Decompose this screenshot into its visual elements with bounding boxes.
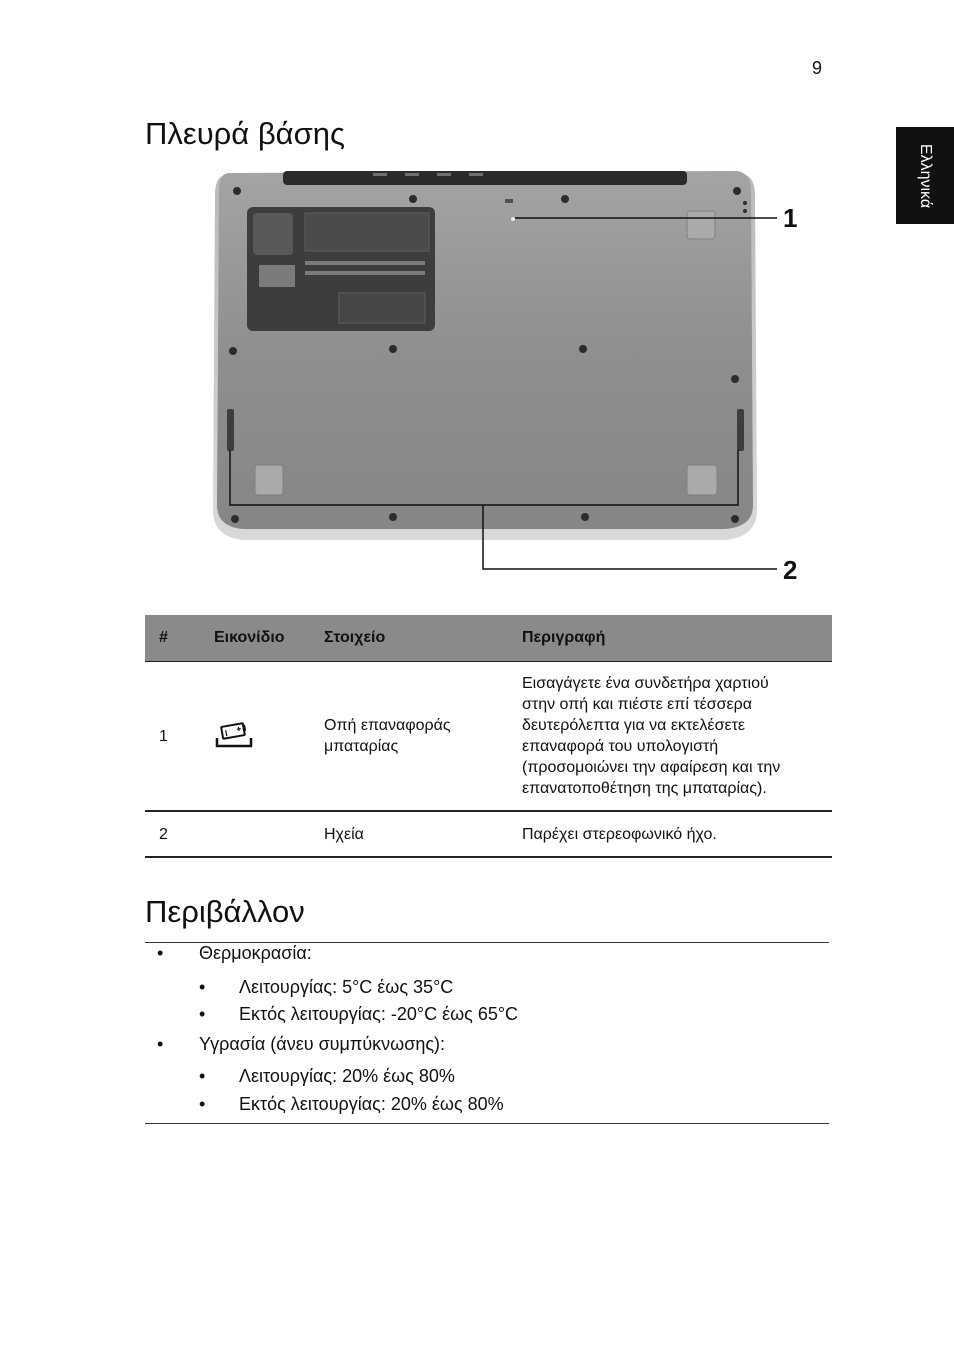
table-row [145,662,832,812]
description-line: δευτερόλεπτα για να εκτελέσετε [522,717,746,734]
components-table [145,615,832,858]
list-item [199,1066,455,1087]
header-item: Στοιχείο [310,615,508,662]
row-item [310,662,508,812]
row-number: 2 [145,811,200,857]
bullet-icon: • [157,1034,164,1054]
header-description: Περιγραφή [508,615,832,662]
description-line: επανατοποθέτηση της μπαταρίας). [522,780,767,797]
list-item-text: Λειτουργίας: 20% έως 80% [239,1066,455,1086]
row-number: 1 [145,662,200,812]
row-item [310,811,508,857]
page-number: 9 [812,58,823,78]
table-row [145,811,832,857]
environment-list [145,942,829,1124]
list-item-text: Θερμοκρασία: [199,943,312,963]
callout-2: 2 [783,555,798,585]
description-line: στην οπή και πιέστε επί τέσσερα [522,696,753,713]
list-item-text: Εκτός λειτουργίας: -20°C έως 65°C [239,1004,519,1024]
battery-reset-icon [214,722,254,750]
language-tab [896,127,954,224]
bullet-icon: • [157,943,164,963]
row-icon-cell [200,811,310,857]
item-line: Οπή επαναφοράς [324,717,451,734]
list-item [157,1034,445,1055]
laptop-bottom-figure [205,165,810,585]
header-number: # [145,615,200,662]
list-item-text: Υγρασία (άνευ συμπύκνωσης): [199,1034,446,1054]
section-title-environment: Περιβάλλον [145,894,305,929]
bullet-icon: • [199,1004,206,1024]
item-line: Ηχεία [324,825,364,843]
table-header-row [145,615,832,662]
header-icon: Εικονίδιο [200,615,310,662]
item-line: μπαταρίας [324,738,399,755]
list-item [199,1004,518,1025]
row-icon-cell [200,662,310,812]
list-item-text: Λειτουργίας: 5°C έως 35°C [239,977,454,997]
language-tab-label: Ελληνικά [917,143,934,208]
row-description [508,811,832,857]
row-description [508,662,832,812]
description-line: Παρέχει στερεοφωνικό ήχο. [522,825,717,843]
description-line: επαναφορά του υπολογιστή [522,738,719,755]
list-item [157,943,312,964]
list-item [199,1094,504,1115]
callout-1: 1 [783,203,798,233]
bullet-icon: • [199,1066,206,1086]
description-line: (προσομοιώνει την αφαίρεση και την [522,759,781,776]
bullet-icon: • [199,977,206,997]
description-line: Εισαγάγετε ένα συνδετήρα χαρτιού [522,675,769,692]
section-title-base: Πλευρά βάσης [145,116,345,151]
list-item-text: Εκτός λειτουργίας: 20% έως 80% [239,1094,504,1114]
bullet-icon: • [199,1094,206,1114]
laptop-bottom-illustration [205,165,810,585]
list-item [199,977,453,998]
